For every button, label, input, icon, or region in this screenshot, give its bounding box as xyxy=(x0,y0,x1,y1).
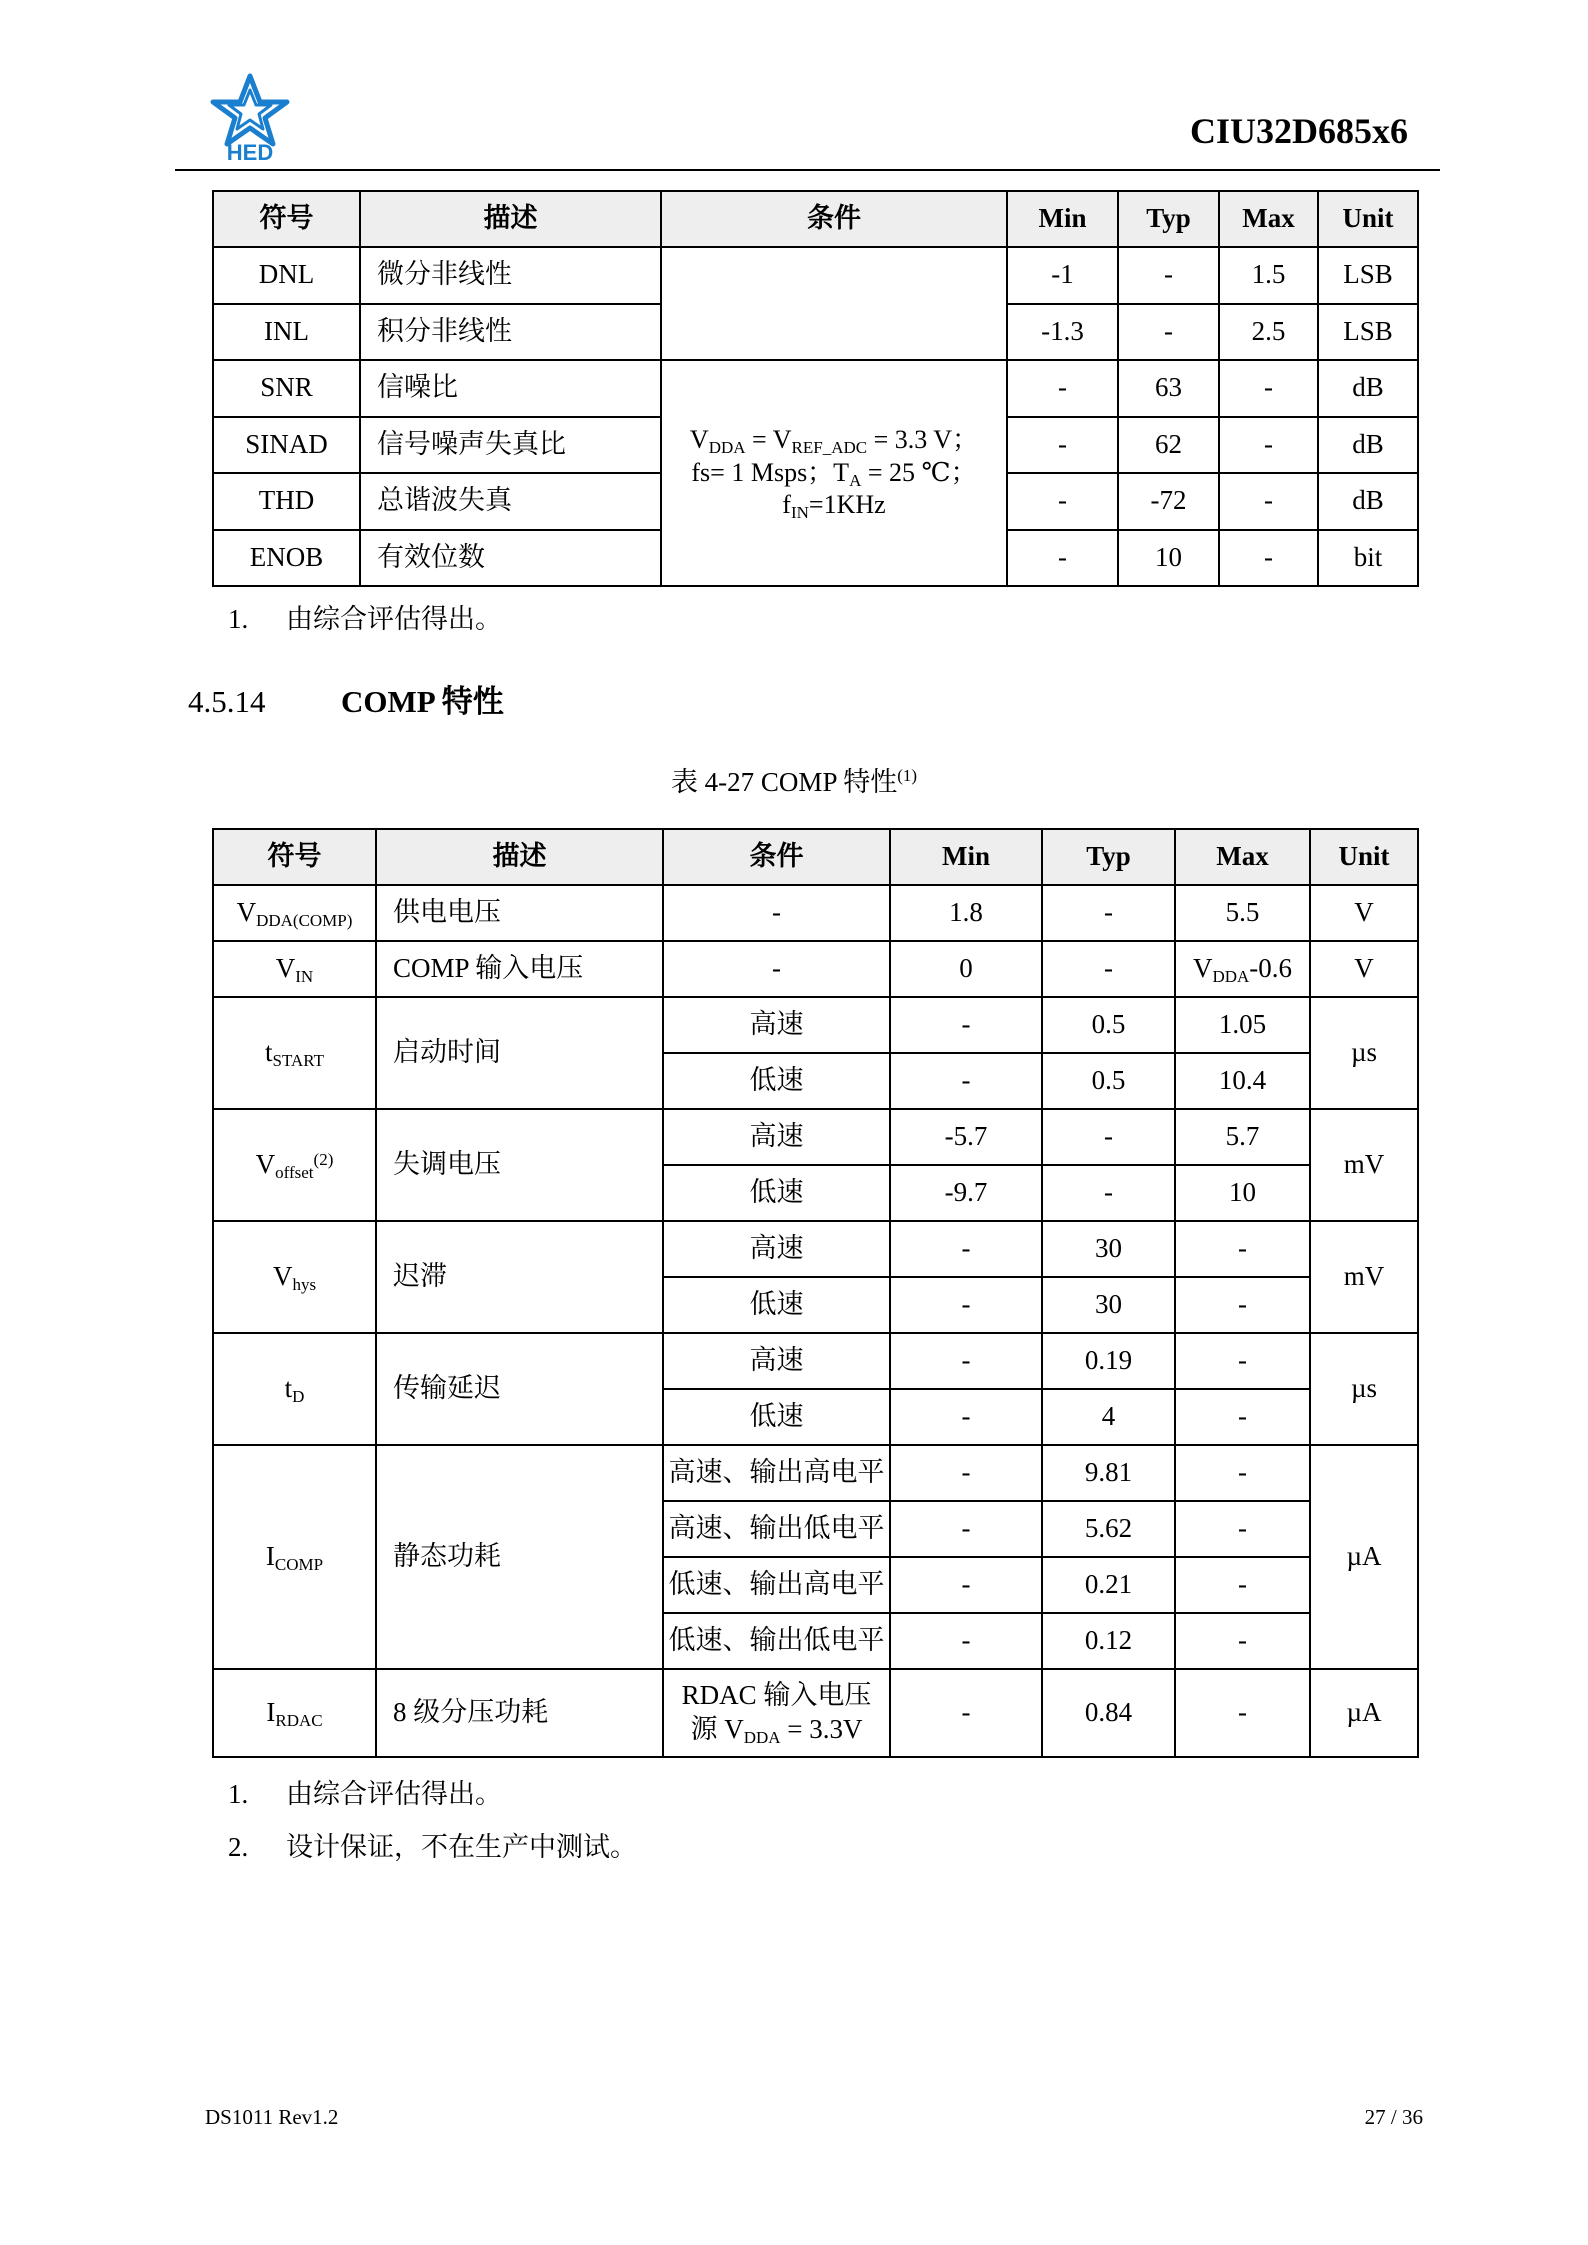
cell-description: COMP 输入电压 xyxy=(376,941,663,997)
cell-typ: - xyxy=(1042,941,1175,997)
cell-symbol: $t_{START}$ xyxy=(213,997,376,1109)
col-header-max: Max xyxy=(1219,191,1318,247)
cell-min: - xyxy=(890,1333,1042,1389)
cell-description: 8 级分压功耗 xyxy=(376,1669,663,1757)
cell-min: - xyxy=(890,1221,1042,1277)
cell-condition: 高速 xyxy=(663,1333,890,1389)
col-header-unit: Unit xyxy=(1310,829,1418,885)
cell-condition: 高速、输出低电平 xyxy=(663,1501,890,1557)
cell-unit: mV xyxy=(1310,1221,1418,1333)
condition-line-3: $f_{IN}=1KHz$ xyxy=(782,490,886,523)
cell-symbol: $V_{offset}^{(2)}$ xyxy=(213,1109,376,1221)
section-number: 4.5.14 xyxy=(188,684,266,719)
cell-typ: -72 xyxy=(1118,473,1219,530)
cell-max: - xyxy=(1219,473,1318,530)
table-row xyxy=(213,1333,1418,1389)
cell-description: 总谐波失真 xyxy=(360,473,661,530)
cell-min: - xyxy=(890,997,1042,1053)
col-header-unit: Unit xyxy=(1318,191,1418,247)
cell-description: 迟滞 xyxy=(376,1221,663,1333)
cell-typ: 30 xyxy=(1042,1277,1175,1333)
table-row xyxy=(213,1109,1418,1165)
cell-condition: - xyxy=(663,941,890,997)
cell-typ: 30 xyxy=(1042,1221,1175,1277)
cell-min: - xyxy=(1007,473,1118,530)
cell-typ: - xyxy=(1042,1165,1175,1221)
cell-max: 5.7 xyxy=(1175,1109,1310,1165)
cell-description: 信噪比 xyxy=(360,360,661,417)
cell-unit: dB xyxy=(1318,417,1418,474)
cell-unit: LSB xyxy=(1318,247,1418,304)
company-logo xyxy=(205,72,295,162)
cell-min: 0 xyxy=(890,941,1042,997)
cell-min: - xyxy=(890,1445,1042,1501)
cell-typ: 0.84 xyxy=(1042,1669,1175,1757)
cell-typ: 0.12 xyxy=(1042,1613,1175,1669)
cell-unit: µA xyxy=(1310,1669,1418,1757)
cell-typ: 9.81 xyxy=(1042,1445,1175,1501)
table-row xyxy=(213,997,1418,1053)
footer-doc-id: DS1011 Rev1.2 xyxy=(205,2105,339,2129)
cell-symbol: SNR xyxy=(213,360,360,417)
col-header-description: 描述 xyxy=(376,829,663,885)
hed-star-icon xyxy=(205,72,295,162)
cell-condition: 高速 xyxy=(663,1109,890,1165)
cell-max: - xyxy=(1219,360,1318,417)
table-row xyxy=(213,360,1418,417)
col-header-symbol: 符号 xyxy=(213,191,360,247)
table-row xyxy=(213,941,1418,997)
cell-typ: 0.5 xyxy=(1042,997,1175,1053)
cell-max: - xyxy=(1175,1333,1310,1389)
cell-typ: 0.21 xyxy=(1042,1557,1175,1613)
cell-condition-empty xyxy=(661,247,1007,360)
cell-condition: 低速 xyxy=(663,1277,890,1333)
col-header-description: 描述 xyxy=(360,191,661,247)
cell-description: 有效位数 xyxy=(360,530,661,587)
section-title: COMP 特性 xyxy=(341,684,504,719)
cell-unit: V xyxy=(1310,941,1418,997)
cell-typ: 62 xyxy=(1118,417,1219,474)
table-row xyxy=(213,1221,1418,1277)
cell-max: - xyxy=(1175,1613,1310,1669)
cell-min: -9.7 xyxy=(890,1165,1042,1221)
comp-characteristics-table xyxy=(212,828,1419,1758)
cell-symbol: DNL xyxy=(213,247,360,304)
cell-description: 静态功耗 xyxy=(376,1445,663,1669)
cell-min: - xyxy=(890,1053,1042,1109)
cell-condition: 低速、输出低电平 xyxy=(663,1613,890,1669)
cell-condition: 低速 xyxy=(663,1165,890,1221)
cell-max: 10 xyxy=(1175,1165,1310,1221)
cell-typ: 0.19 xyxy=(1042,1333,1175,1389)
cell-max: 2.5 xyxy=(1219,304,1318,361)
cell-unit: dB xyxy=(1318,360,1418,417)
cell-max: - xyxy=(1175,1221,1310,1277)
table-header-row xyxy=(213,829,1418,885)
cell-max: - xyxy=(1175,1445,1310,1501)
cell-unit: dB xyxy=(1318,473,1418,530)
cell-symbol: $V_{hys}$ xyxy=(213,1221,376,1333)
cell-unit: µs xyxy=(1310,1333,1418,1445)
cell-condition: 低速 xyxy=(663,1389,890,1445)
cell-condition: 高速、输出高电平 xyxy=(663,1445,890,1501)
cell-typ: 10 xyxy=(1118,530,1219,587)
cell-min: - xyxy=(890,1669,1042,1757)
col-header-typ: Typ xyxy=(1118,191,1219,247)
logo-text: HED xyxy=(226,140,274,162)
col-header-typ: Typ xyxy=(1042,829,1175,885)
col-header-symbol: 符号 xyxy=(213,829,376,885)
table-row xyxy=(213,885,1418,941)
adc-characteristics-table xyxy=(212,190,1419,587)
condition-line-2: fs= 1 Msps；$T_A = 25$ ℃； xyxy=(691,457,977,490)
cell-max: - xyxy=(1175,1389,1310,1445)
col-header-condition: 条件 xyxy=(663,829,890,885)
cell-typ: - xyxy=(1118,304,1219,361)
cell-unit: bit xyxy=(1318,530,1418,587)
cell-symbol: $V_{IN}$ xyxy=(213,941,376,997)
cell-max: - xyxy=(1175,1277,1310,1333)
cell-condition-adc xyxy=(661,360,1007,586)
cell-max: - xyxy=(1175,1557,1310,1613)
cell-max: $V_{DDA}-0.6$ xyxy=(1175,941,1310,997)
cell-min: -1 xyxy=(1007,247,1118,304)
cell-condition: 低速 xyxy=(663,1053,890,1109)
cell-description: 信号噪声失真比 xyxy=(360,417,661,474)
cell-condition: 低速、输出高电平 xyxy=(663,1557,890,1613)
cell-unit: V xyxy=(1310,885,1418,941)
cell-min: 1.8 xyxy=(890,885,1042,941)
table-row xyxy=(213,1445,1418,1501)
cell-symbol: $I_{COMP}$ xyxy=(213,1445,376,1669)
cell-description: 微分非线性 xyxy=(360,247,661,304)
cell-min: - xyxy=(890,1389,1042,1445)
table-caption: 表 4-27 COMP 特性$^{(1)}$ xyxy=(670,766,918,797)
comp-table-footnote-1: 1. 由综合评估得出。 xyxy=(228,1779,502,1809)
cell-symbol: INL xyxy=(213,304,360,361)
condition-line-1: $V_{DDA} = V_{REF\_ADC} = 3.3$ V； xyxy=(689,425,979,458)
cell-unit: µA xyxy=(1310,1445,1418,1669)
cell-min: - xyxy=(890,1501,1042,1557)
document-title: CIU32D685x6 xyxy=(1189,111,1408,151)
cell-description: 供电电压 xyxy=(376,885,663,941)
cell-max: - xyxy=(1219,530,1318,587)
cell-max: 10.4 xyxy=(1175,1053,1310,1109)
cell-description: 积分非线性 xyxy=(360,304,661,361)
table-header-row xyxy=(213,191,1418,247)
cell-max: 1.05 xyxy=(1175,997,1310,1053)
section-heading xyxy=(188,676,504,721)
cell-description: 启动时间 xyxy=(376,997,663,1109)
cell-condition: 高速 xyxy=(663,1221,890,1277)
cell-typ: 0.5 xyxy=(1042,1053,1175,1109)
cell-symbol: $V_{DDA(COMP)}$ xyxy=(213,885,376,941)
cell-typ: 5.62 xyxy=(1042,1501,1175,1557)
cell-min: - xyxy=(890,1557,1042,1613)
cell-typ: - xyxy=(1042,1109,1175,1165)
cell-min: - xyxy=(1007,530,1118,587)
cell-min: - xyxy=(890,1613,1042,1669)
cell-unit: µs xyxy=(1310,997,1418,1109)
cell-min: -1.3 xyxy=(1007,304,1118,361)
cell-min: -5.7 xyxy=(890,1109,1042,1165)
cell-max: 1.5 xyxy=(1219,247,1318,304)
cell-typ: 4 xyxy=(1042,1389,1175,1445)
cell-min: - xyxy=(1007,417,1118,474)
col-header-min: Min xyxy=(890,829,1042,885)
cell-description: 传输延迟 xyxy=(376,1333,663,1445)
cell-max: - xyxy=(1175,1501,1310,1557)
table-row xyxy=(213,247,1418,304)
cell-unit: mV xyxy=(1310,1109,1418,1221)
col-header-max: Max xyxy=(1175,829,1310,885)
cell-symbol: $t_D$ xyxy=(213,1333,376,1445)
header-divider xyxy=(175,169,1440,171)
cell-symbol: ENOB xyxy=(213,530,360,587)
cell-symbol: $I_{RDAC}$ xyxy=(213,1669,376,1757)
cell-max: 5.5 xyxy=(1175,885,1310,941)
footer-page-number: 27 / 36 xyxy=(1364,2105,1423,2129)
cell-max: - xyxy=(1219,417,1318,474)
cell-min: - xyxy=(1007,360,1118,417)
cell-typ: - xyxy=(1042,885,1175,941)
adc-table-footnote: 1. 由综合评估得出。 xyxy=(228,604,502,634)
cell-condition: - xyxy=(663,885,890,941)
cell-condition: 高速 xyxy=(663,997,890,1053)
cell-symbol: SINAD xyxy=(213,417,360,474)
comp-table-footnote-2: 2. 设计保证，不在生产中测试。 xyxy=(228,1832,637,1862)
table-row xyxy=(213,1669,1418,1757)
col-header-min: Min xyxy=(1007,191,1118,247)
cell-max: - xyxy=(1175,1669,1310,1757)
cell-unit: LSB xyxy=(1318,304,1418,361)
cell-condition: RDAC 输入电压 源 $V_{DDA} = 3.3V$ xyxy=(663,1669,890,1757)
cell-min: - xyxy=(890,1277,1042,1333)
cell-description: 失调电压 xyxy=(376,1109,663,1221)
cell-symbol: THD xyxy=(213,473,360,530)
cell-typ: 63 xyxy=(1118,360,1219,417)
col-header-condition: 条件 xyxy=(661,191,1007,247)
cell-typ: - xyxy=(1118,247,1219,304)
